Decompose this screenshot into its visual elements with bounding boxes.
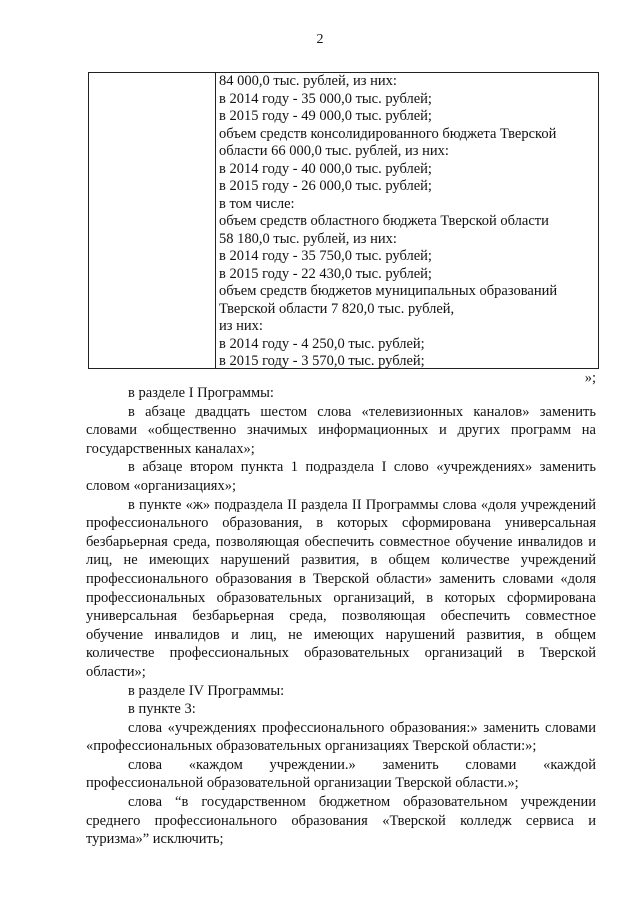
table-line: в 2015 году - 3 570,0 тыс. рублей;	[219, 353, 425, 369]
paragraph: в разделе IV Программы:	[128, 682, 285, 699]
table-line: 58 180,0 тыс. рублей, из них:	[219, 230, 397, 247]
table-line: области 66 000,0 тыс. рублей, из них:	[219, 143, 449, 159]
table-line: в 2014 году - 40 000,0 тыс. рублей;	[219, 160, 432, 177]
table-line: в 2014 году - 4 250,0 тыс. рублей;	[219, 335, 425, 352]
table-line: в 2015 году - 49 000,0 тыс. рублей;	[219, 108, 432, 124]
table-line: из них:	[219, 318, 263, 334]
paragraph: слова “в государственном бюджетном образовательном учреждении среднего профессионального образования «Тверской колледж сервиса и туризма»” исключить;	[86, 794, 596, 848]
paragraph: слова «каждом учреждении.» заменить словами «каждой профессиональной образовательной организации Тверской области.»;	[86, 756, 596, 792]
table-line: в 2014 году - 35 000,0 тыс. рублей;	[219, 90, 432, 107]
funding-table	[88, 72, 599, 369]
table-line: в 2014 году - 35 750,0 тыс. рублей;	[219, 248, 432, 264]
table-column-divider	[215, 73, 216, 368]
table-line: Тверской области 7 820,0 тыс. рублей,	[219, 300, 455, 317]
paragraph: в абзаце втором пункта 1 подраздела I слово «учреждениях» заменить словом «организациях»;	[86, 459, 596, 494]
table-line: в 2015 году - 26 000,0 тыс. рублей;	[219, 178, 432, 194]
page-number: 2	[316, 32, 324, 47]
table-line: объем средств областного бюджета Тверской области	[219, 213, 549, 229]
table-line: объем средств консолидированного бюджета Тверской	[219, 125, 557, 142]
paragraph: в разделе I Программы:	[128, 385, 274, 401]
funding-table-cell	[219, 73, 594, 371]
table-line: в 2015 году - 22 430,0 тыс. рублей;	[219, 265, 432, 282]
paragraph: в пункте «ж» подраздела II раздела II Программы слова «доля учреждений профессионального образования, в которых сформирована универсальная безбарьерная среда, позволяющая обеспечить совместное обучение инвалидов и лиц, не имеющих нарушений развития, в общем количестве учреждений профессионального образования в Тверской области» заменить словами «доля профессиональных образовательных организаций, в которых сформирована универсальная безбарьерная среда, позволяющая обеспечить совместное обучение инвалидов и лиц, не имеющих нарушений развития, в общем количестве профессиональных образовательных организаций в Тверской области»;	[86, 496, 596, 680]
body-text	[86, 384, 596, 849]
closing-quote: »;	[584, 370, 596, 386]
paragraph: в пункте 3:	[128, 701, 196, 718]
table-line: 84 000,0 тыс. рублей, из них:	[219, 73, 397, 89]
table-line: объем средств бюджетов муниципальных образований	[219, 283, 558, 299]
table-line: в том числе:	[219, 195, 295, 212]
paragraph: в абзаце двадцать шестом слова «телевизионных каналов» заменить словами «общественно значимых информационных и других программ на государственных каналах»;	[86, 403, 596, 457]
paragraph: слова «учреждениях профессионального образования:» заменить словами «профессиональных образовательных организациях Тверской области:»;	[86, 719, 596, 755]
